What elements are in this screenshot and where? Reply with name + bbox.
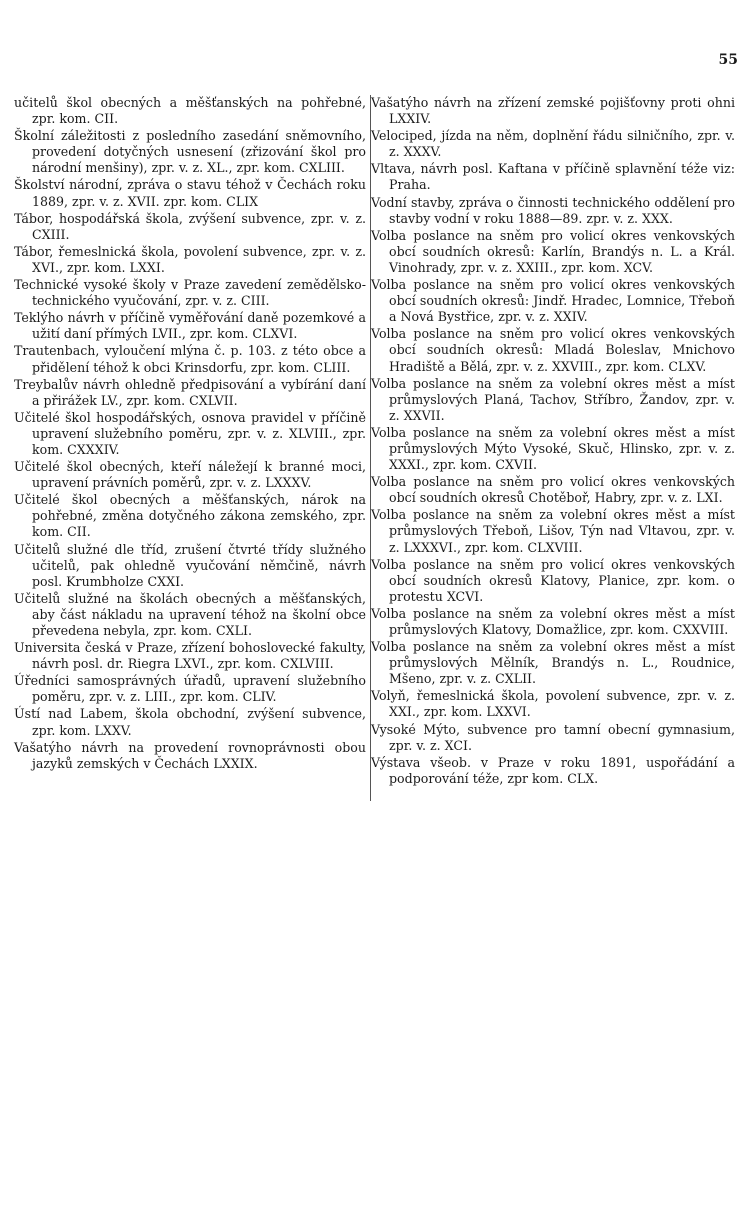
index-entry: Učitelé škol obecných a měšťanských, nárok na pohřebné, změna dotyčného zákona zemského, zpr. kom. CII.: [14, 492, 366, 540]
index-entry: Technické vysoké školy v Praze zavedení zemědělsko-technického vyučování, zpr. v. z. CIII.: [14, 277, 366, 309]
index-entry: Vašatýho návrh na provedení rovnoprávnosti obou jazyků zemských v Čechách LXXIX.: [14, 739, 366, 771]
index-entry: Volba poslance na sněm pro volicí okres venkovských obcí soudních okresů Chotěboř, Habry, zpr. v. z. LXI.: [371, 474, 735, 506]
index-entry: Trautenbach, vyloučení mlýna č. p. 103. z této obce a přidělení téhož k obci Krinsdorfu, zpr. kom. CLIII.: [14, 343, 366, 375]
left-column: [14, 95, 371, 801]
index-entry: Učitelů služné na školách obecných a měšťanských, aby část nákladu na upravení téhož na školní obce převedena nebyla, zpr. kom. CXLI.: [14, 590, 366, 638]
index-entry: Tábor, řemeslnická škola, povolení subvence, zpr. v. z. XVI., zpr. kom. LXXI.: [14, 243, 366, 275]
index-entry: Volba poslance na sněm za volební okres měst a míst průmyslových Mýto Vysoké, Skuč, Hlinsko, zpr. v. z. XXXI., zpr. kom. CXVII.: [371, 424, 735, 473]
index-entry: Treybalův návrh ohledně předpisování a vybírání daní a přirážek LV., zpr. kom. CXLVII.: [14, 376, 366, 408]
index-entry: Tábor, hospodářská škola, zvýšení subvence, zpr. v. z. CXIII.: [14, 210, 366, 242]
index-entry: Výstava všeob. v Praze v roku 1891, uspořádání a podporování téže, zpr kom. CLX.: [371, 754, 735, 786]
index-entry: Ústí nad Labem, škola obchodní, zvýšení subvence, zpr. kom. LXXV.: [14, 706, 366, 738]
index-entry: Volba poslance na sněm pro volicí okres venkovských obcí soudních okresů Klatovy, Planice, zpr. kom. o protestu XCVI.: [371, 556, 735, 604]
index-entry: Úředníci samosprávných úřadů, upravení služebního poměru, zpr. v. z. LIII., zpr. kom. CLIV.: [14, 673, 366, 705]
index-entry: Školství národní, zpráva o stavu téhož v Čechách roku 1889, zpr. v. z. XVII. zpr. kom. CLIX: [14, 177, 366, 209]
index-entry: Učitelů služné dle tříd, zrušení čtvrté třídy služného učitelů, pak ohledně vyučování němčině, návrh posl. Krumbholze CXXI.: [14, 541, 366, 589]
index-entry: Volba poslance na sněm za volební okres měst a míst průmyslových Planá, Tachov, Stříbro, Žandov, zpr. v. z. XXVII.: [371, 375, 735, 423]
index-entry: Volba poslance na sněm pro volicí okres venkovských obcí soudních okresů: Karlín, Brandýs n. L. a Král. Vinohrady, zpr. v. z. XXIII., zpr. kom. XCV.: [371, 227, 735, 275]
index-entry: Teklýho návrh v příčině vyměřování daně pozemkové a užití daní přímých LVII., zpr. kom. CLXVI.: [14, 310, 366, 342]
right-column: [371, 95, 735, 788]
index-entry: Volba poslance na sněm pro volicí okres venkovských obcí soudních okresů: Mladá Boleslav, Mnichovo Hradiště a Bělá, zpr. v. z. XXVIII., zpr. kom. CLXV.: [371, 326, 735, 374]
index-entry: Volba poslance na sněm za volební okres měst a míst průmyslových Třeboň, Lišov, Týn nad Vltavou, zpr. v. z. LXXXVI., zpr. kom. CLXVIII.: [371, 507, 735, 555]
index-entry: Volba poslance na sněm za volební okres měst a míst průmyslových Klatovy, Domažlice, zpr. kom. CXXVIII.: [371, 605, 735, 637]
index-entry: Vodní stavby, zpráva o činnosti technického oddělení pro stavby vodní v roku 1888—89. zpr. v. z. XXX.: [371, 194, 735, 226]
index-entry: Universita česká v Praze, zřízení bohoslovecké fakulty, návrh posl. dr. Riegra LXVI., zpr. kom. CXLVIII.: [14, 640, 366, 672]
index-entry: Velociped, jízda na něm, doplnění řádu silničního, zpr. v. z. XXXV.: [371, 128, 735, 160]
index-entry: Učitelé škol obecných, kteří náležejí k branné moci, upravení právních poměrů, zpr. v. z. LXXXV.: [14, 459, 366, 491]
index-entry: Vašatýho návrh na zřízení zemské pojišťovny proti ohni LXXIV.: [371, 95, 735, 127]
index-entry: Volba poslance na sněm pro volicí okres venkovských obcí soudních okresů: Jindř. Hradec, Lomnice, Třeboň a Nová Bystřice, zpr. v. z. XXIV.: [371, 277, 735, 325]
index-entry: Volyň, řemeslnická škola, povolení subvence, zpr. v. z. XXI., zpr. kom. LXXVI.: [371, 688, 735, 720]
index-entry: Vysoké Mýto, subvence pro tamní obecní gymnasium, zpr. v. z. XCI.: [371, 721, 735, 753]
page-number: 55: [718, 52, 738, 68]
index-entry: Učitelé škol hospodářských, osnova pravidel v příčině upravení služebního poměru, zpr. v. z. XLVIII., zpr. kom. CXXXIV.: [14, 409, 366, 457]
index-entry: učitelů škol obecných a měšťanských na pohřebné, zpr. kom. CII.: [14, 95, 366, 127]
index-entry: Školní záležitosti z posledního zasedání sněmovního, provedení dotyčných usnesení (zřizování škol pro národní menšiny), zpr. v. z. XL., zpr. kom. CXLIII.: [14, 128, 366, 176]
index-entry: Vltava, návrh posl. Kaftana v příčině splavnění téže viz: Praha.: [371, 161, 735, 193]
index-entry: Volba poslance na sněm za volební okres měst a míst průmyslových Mělník, Brandýs n. L., Roudnice, Mšeno, zpr. v. z. CXLII.: [371, 639, 735, 687]
